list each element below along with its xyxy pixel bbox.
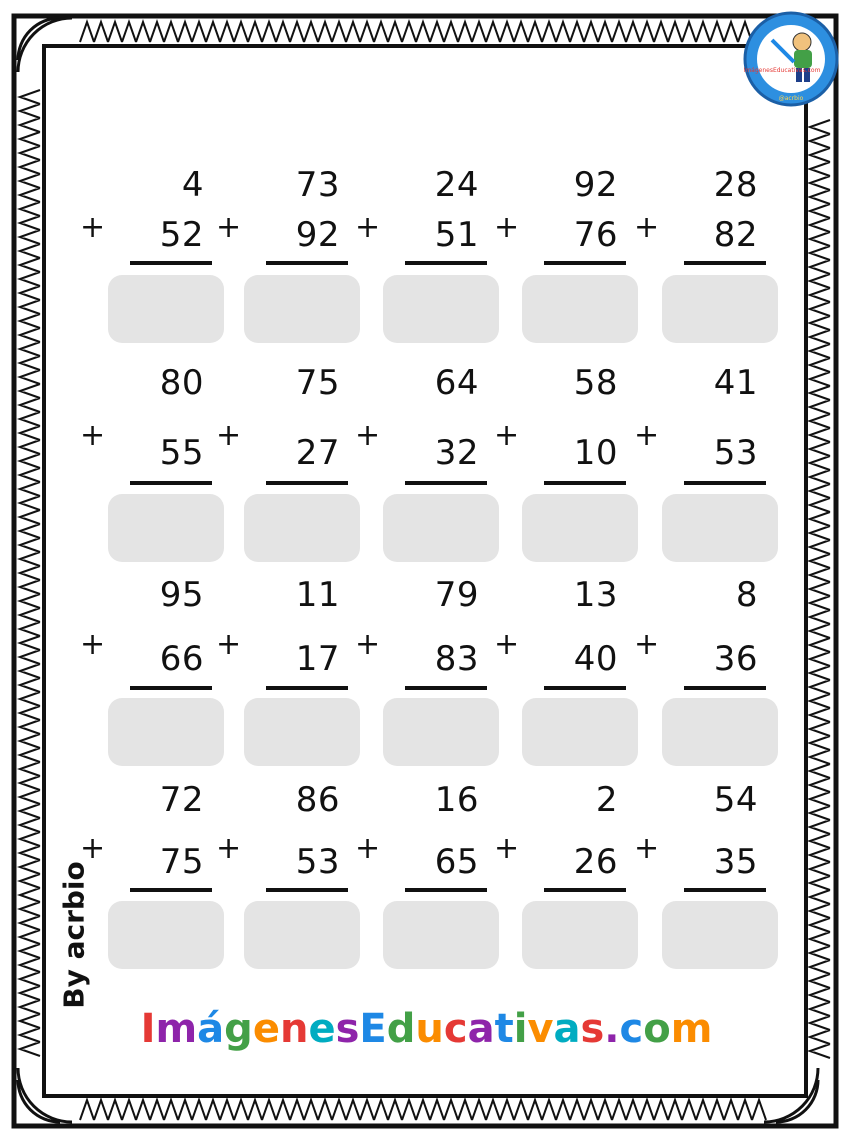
brand-letter: g — [224, 1006, 253, 1052]
addend-top: 72 — [159, 780, 204, 820]
addend-top: 16 — [434, 780, 479, 820]
addend-bottom: 53 — [295, 842, 340, 882]
plus-sign: + — [80, 418, 106, 453]
addition-problem — [355, 363, 523, 566]
addition-problem — [216, 165, 384, 368]
addend-bottom: 26 — [573, 842, 618, 882]
plus-sign: + — [494, 831, 520, 866]
brand-letter: v — [527, 1006, 554, 1052]
sum-line — [130, 888, 212, 892]
plus-sign: + — [355, 627, 381, 662]
sum-line — [684, 261, 766, 265]
sum-line — [544, 888, 626, 892]
addend-bottom: 35 — [713, 842, 758, 882]
addition-problem — [494, 575, 662, 778]
brand-letter: c — [443, 1006, 468, 1052]
brand-letter: s — [580, 1006, 605, 1052]
addend-top: 64 — [434, 363, 479, 403]
sum-line — [405, 888, 487, 892]
addition-problem — [355, 780, 523, 983]
brand-letter: d — [386, 1006, 416, 1052]
addition-problem — [494, 165, 662, 368]
brand-letter: t — [494, 1006, 514, 1052]
sum-line — [130, 481, 212, 485]
addend-bottom: 32 — [434, 433, 479, 473]
credit-text: By acrbio — [57, 861, 91, 1009]
addend-top: 86 — [295, 780, 340, 820]
sum-line — [266, 261, 348, 265]
sum-line — [684, 888, 766, 892]
addition-problem — [494, 780, 662, 983]
addend-top: 75 — [295, 363, 340, 403]
addition-problem — [216, 780, 384, 983]
brand-letter: a — [553, 1006, 581, 1052]
addend-top: 58 — [573, 363, 618, 403]
addend-bottom: 52 — [159, 215, 204, 255]
plus-sign: + — [494, 418, 520, 453]
brand-letter: á — [197, 1006, 225, 1052]
addend-top: 2 — [595, 780, 618, 820]
answer-box[interactable] — [662, 698, 778, 766]
addend-top: 41 — [713, 363, 758, 403]
plus-sign: + — [216, 831, 242, 866]
plus-sign: + — [634, 831, 660, 866]
sum-line — [544, 261, 626, 265]
brand-letter: s — [335, 1006, 360, 1052]
brand-letter: c — [619, 1006, 644, 1052]
addend-bottom: 27 — [295, 433, 340, 473]
plus-sign: + — [216, 627, 242, 662]
addend-bottom: 66 — [159, 639, 204, 679]
sum-line — [130, 686, 212, 690]
brand-letter: E — [359, 1006, 387, 1052]
addend-top: 28 — [713, 165, 758, 205]
plus-sign: + — [80, 831, 106, 866]
answer-box[interactable] — [662, 275, 778, 343]
addend-bottom: 17 — [295, 639, 340, 679]
plus-sign: + — [494, 627, 520, 662]
brand-wordmark — [0, 1006, 853, 1052]
brand-letter: n — [279, 1006, 309, 1052]
answer-box[interactable] — [522, 698, 638, 766]
sum-line — [544, 686, 626, 690]
answer-box[interactable] — [383, 494, 499, 562]
badge-tag: @acrbio — [778, 95, 804, 102]
addend-bottom: 82 — [713, 215, 758, 255]
sum-line — [266, 686, 348, 690]
addend-bottom: 65 — [434, 842, 479, 882]
addend-top: 4 — [181, 165, 204, 205]
plus-sign: + — [216, 210, 242, 245]
addend-bottom: 10 — [573, 433, 618, 473]
brand-letter: m — [155, 1006, 198, 1052]
plus-sign: + — [634, 627, 660, 662]
brand-letter: m — [670, 1006, 713, 1052]
sum-line — [405, 686, 487, 690]
addend-top: 80 — [159, 363, 204, 403]
sum-line — [544, 481, 626, 485]
addend-top: 92 — [573, 165, 618, 205]
addition-problem — [80, 363, 248, 566]
answer-box[interactable] — [522, 901, 638, 969]
answer-box[interactable] — [244, 698, 360, 766]
brand-letter: I — [140, 1006, 156, 1052]
addition-problem — [216, 575, 384, 778]
plus-sign: + — [216, 418, 242, 453]
addition-problem — [80, 780, 248, 983]
addend-bottom: 53 — [713, 433, 758, 473]
plus-sign: + — [494, 210, 520, 245]
author-credit — [44, 860, 104, 1010]
sum-line — [405, 261, 487, 265]
addend-top: 54 — [713, 780, 758, 820]
plus-sign: + — [80, 210, 106, 245]
brand-letter: e — [252, 1006, 280, 1052]
addition-problem — [634, 363, 802, 566]
addend-bottom: 83 — [434, 639, 479, 679]
addend-bottom: 36 — [713, 639, 758, 679]
plus-sign: + — [355, 210, 381, 245]
sum-line — [266, 888, 348, 892]
addend-bottom: 40 — [573, 639, 618, 679]
sum-line — [405, 481, 487, 485]
brand-letter: . — [604, 1006, 620, 1052]
addition-problem — [634, 780, 802, 983]
addition-problem — [355, 575, 523, 778]
answer-box[interactable] — [383, 275, 499, 343]
addend-top: 11 — [295, 575, 340, 615]
addition-problem — [634, 165, 802, 368]
addend-top: 24 — [434, 165, 479, 205]
addend-bottom: 76 — [573, 215, 618, 255]
addend-top: 13 — [573, 575, 618, 615]
plus-sign: + — [355, 831, 381, 866]
addend-bottom: 92 — [295, 215, 340, 255]
answer-box[interactable] — [383, 901, 499, 969]
brand-letter: u — [415, 1006, 444, 1052]
answer-box[interactable] — [108, 901, 224, 969]
answer-box[interactable] — [383, 698, 499, 766]
answer-box[interactable] — [522, 275, 638, 343]
brand-letter: e — [308, 1006, 336, 1052]
answer-box[interactable] — [244, 275, 360, 343]
addition-problem — [80, 575, 248, 778]
brand-letter: i — [513, 1006, 528, 1052]
plus-sign: + — [80, 627, 106, 662]
answer-box[interactable] — [108, 698, 224, 766]
plus-sign: + — [634, 418, 660, 453]
answer-box[interactable] — [244, 901, 360, 969]
plus-sign: + — [634, 210, 660, 245]
addition-problem — [355, 165, 523, 368]
addend-bottom: 55 — [159, 433, 204, 473]
answer-box[interactable] — [662, 494, 778, 562]
addend-top: 8 — [735, 575, 758, 615]
answer-box[interactable] — [108, 275, 224, 343]
answer-box[interactable] — [108, 494, 224, 562]
answer-box[interactable] — [244, 494, 360, 562]
answer-box[interactable] — [522, 494, 638, 562]
sum-line — [266, 481, 348, 485]
addition-problem — [216, 363, 384, 566]
sum-line — [684, 686, 766, 690]
addition-problem — [80, 165, 248, 368]
sum-line — [130, 261, 212, 265]
brand-letter: a — [467, 1006, 495, 1052]
addend-top: 79 — [434, 575, 479, 615]
brand-letter: o — [643, 1006, 671, 1052]
addend-bottom: 75 — [159, 842, 204, 882]
addition-problem — [494, 363, 662, 566]
answer-box[interactable] — [662, 901, 778, 969]
plus-sign: + — [355, 418, 381, 453]
sum-line — [684, 481, 766, 485]
addend-bottom: 51 — [434, 215, 479, 255]
addend-top: 73 — [295, 165, 340, 205]
addend-top: 95 — [159, 575, 204, 615]
badge-name-text: ImágenesEducativas.com — [743, 67, 821, 74]
addition-problem — [634, 575, 802, 778]
